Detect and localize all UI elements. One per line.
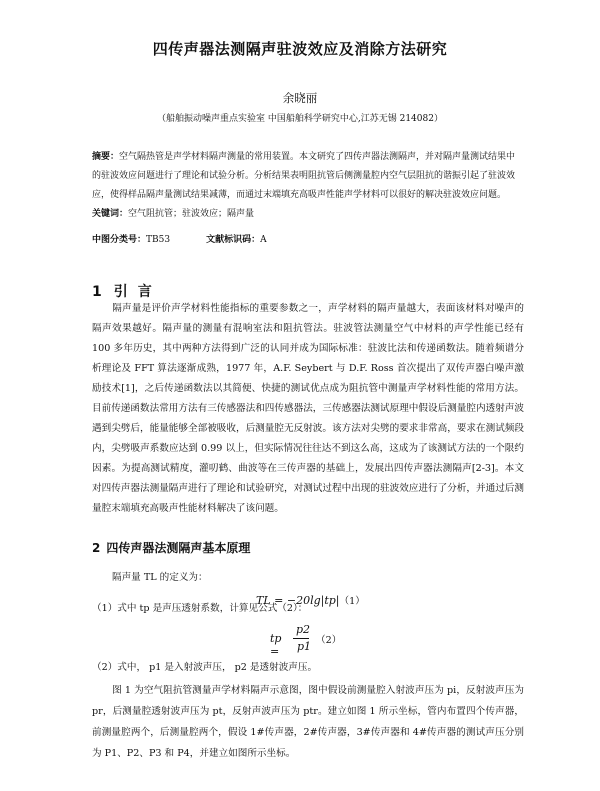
section-1-text: 隔声量是评价声学材料性能指标的重要参数之一，声学材料的隔声量越大，表面该材料对噪声的隔声效果越好。隔声量的测量有混响室法和阻抗管法。驻波管法测量空气中材料的声学性能已经有 100 多年历史，其中两种方法得到广泛的认同并成为国际标准：驻波比法和传递函数法。随着频谱分析理论及 FFT 算法逐渐成熟，1977 年，A.F. Seybert 与 D.F. Ross 首次提出了双传声器白噪声激励技术[1]，之后传递函数法以其简便、快捷的测试优点成为阻抗管中测量声学材料性能的常用方法。目前传递函数法常用方法有三传感器法和四传感器法，三传感器法测试原理中假设后测量腔内透射声波遇到尖劈后，能量能够全部被吸收，后测量腔无反射波。该方法对尖劈的要求非常高，要求在测试频段内，尖劈吸声系数应达到 0.99 以上，但实际情况往往达不到这么高，这成为了该测试方法的一个限约因素。为提高测试精度，灌叨鹤、曲波等在三传声器的基础上，发展出四传声器法测隔声[2-3]。本文对四传声器法测量隔声进行了理论和试验研究，对测试过程中出现的驻波效应进行了分析，并通过后测量腔末端填充高吸声性能材料解决了该问题。 (92, 303, 524, 514)
equation-2-denominator: p1 (297, 640, 312, 653)
equation-2-explanation: （2）式中， p1 是入射波声压， p2 是透射波声压。 (92, 662, 318, 673)
section-1-paragraph (92, 299, 524, 519)
section-2-heading (92, 539, 250, 556)
section-2-number: 2 (92, 541, 101, 555)
doc-code-label: 文献标识码： (206, 235, 261, 245)
paper-title: 四传声器法测隔声驻波效应及消除方法研究 (152, 40, 448, 58)
abstract (92, 148, 524, 224)
clc-label: 中图分类号： (92, 235, 147, 245)
equation-1-explanation: （1）式中 tp 是声压透射系数，计算见公式（2）： (92, 603, 308, 614)
section-1-title: 引言 (113, 284, 162, 300)
section-2-paragraph (92, 680, 524, 764)
author-affiliation: （船舶振动噪声重点实验室 中国船舶科学研究中心,江苏无锡 214082） (157, 114, 443, 124)
abstract-label: 摘要： (92, 152, 120, 162)
section-2-title: 四传声器法测隔声基本原理 (106, 541, 251, 555)
equation-2-lhs: tp = (270, 632, 282, 658)
section-1-heading (92, 281, 162, 301)
section-2-text: 图 1 为空气阻抗管测量声学材料隔声示意图，图中假设前测量腔入射波声压为 pi，反射波声压为 pr，后测量腔透射波声压为 pt，反射声波声压为 ptr。建立如图 1 所示坐标，管内布置四个传声器，前测量腔两个，后测量腔两个，假设 1#传声器，2#传声器，3#传声器和 4#传声器的测试声压分别为 P1、P2、P3 和 P4，并建立如图所示坐标。 (92, 685, 524, 759)
equation-1-number: （1） (339, 596, 365, 607)
equation-2-number: （2） (316, 635, 342, 646)
tl-definition-intro: 隔声量 TL 的定义为： (112, 572, 208, 583)
abstract-text: 空气隔热管是声学材料隔声测量的常用装置。本文研究了四传声器法测隔声，并对隔声量测试结果中的驻波效应问题进行了理论和试验分析。分析结果表明阻抗管后侧测量腔内空气层阻抗的谐振引起了驻波效应，使得样品隔声量测试结果减薄，而通过末端填充高吸声性能声学材料可以很好的解决驻波效应问题。 (92, 152, 516, 200)
equation-2-numerator: p2 (296, 623, 311, 636)
classification-line (92, 232, 267, 245)
author-name: 余晓丽 (282, 91, 318, 105)
fraction-bar (293, 638, 309, 639)
equation-1-body: TL = −20lg|tp| (256, 594, 340, 607)
section-1-number: 1 (92, 284, 102, 300)
keywords-label: 关键词： (92, 209, 129, 219)
doc-code-value: A (260, 235, 267, 245)
clc-value: TB53 (146, 235, 171, 245)
keywords-text: 空气阻抗管；驻波效应；隔声量 (128, 209, 255, 219)
